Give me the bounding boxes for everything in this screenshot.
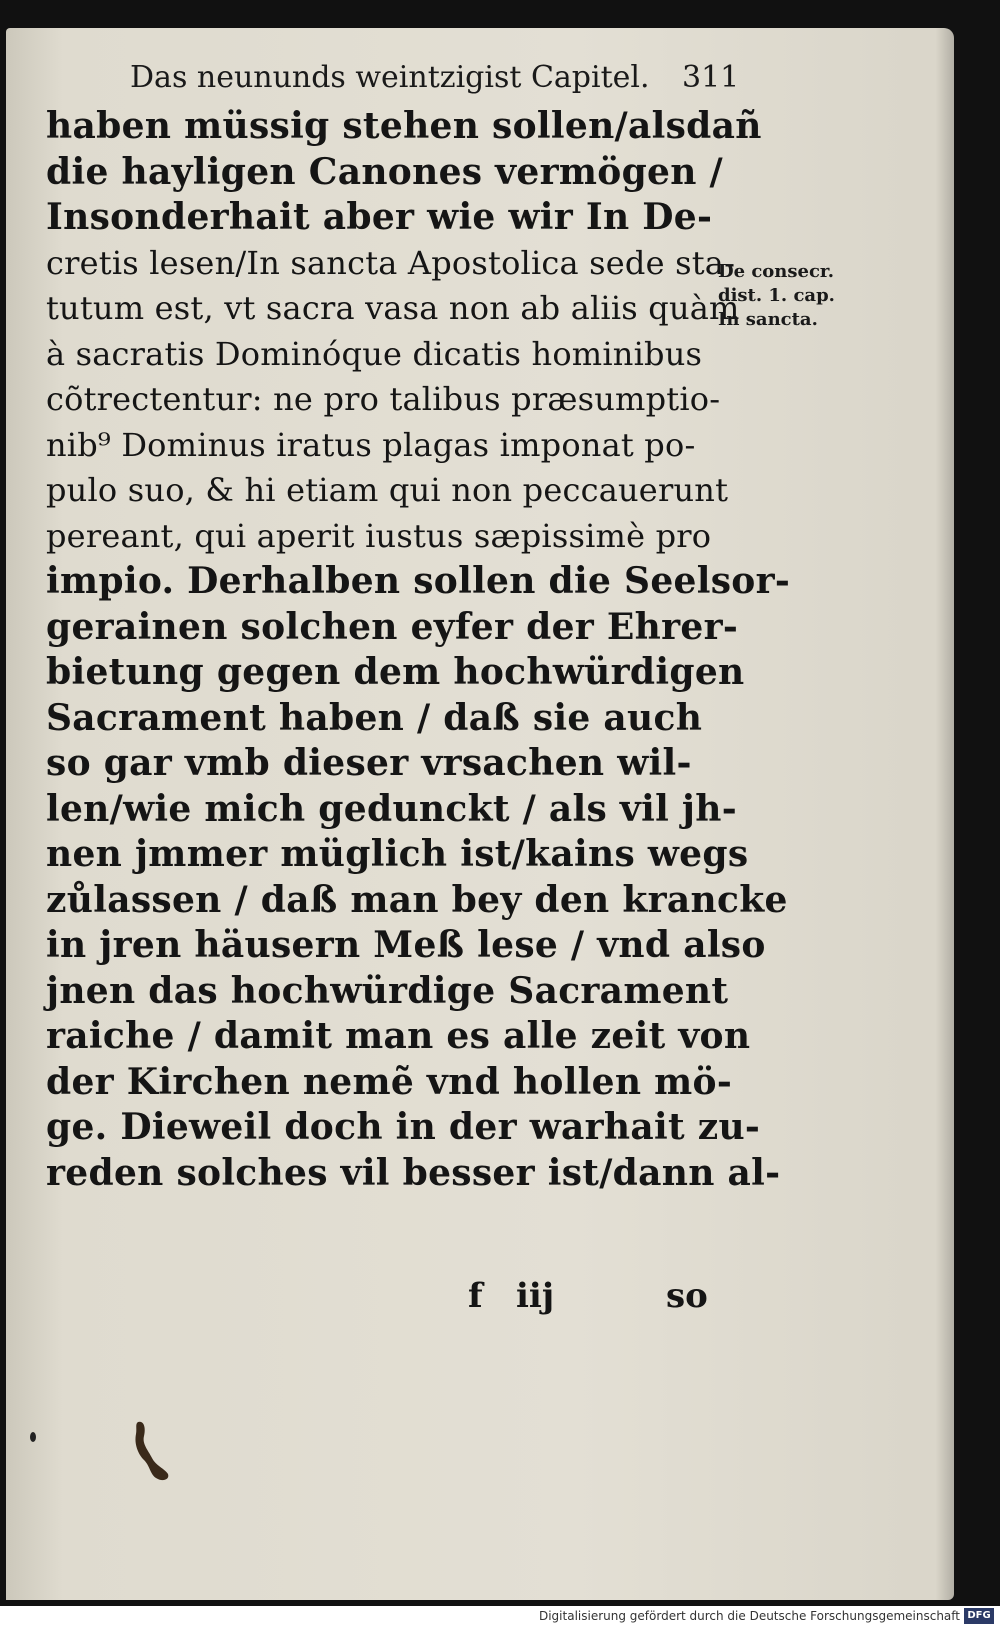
margin-note-line: De consecr. — [718, 261, 835, 282]
text-line: pereant, qui aperit iustus sæpissimè pro — [46, 516, 712, 555]
margin-note-line: dist. 1. cap. — [718, 285, 835, 306]
footer-bar — [0, 1606, 1000, 1628]
signature-line — [46, 1276, 726, 1326]
text-line: impio. Derhalben sollen die Seelsor- — [46, 560, 791, 602]
text-line: zůlassen / daß man bey den krancke — [46, 878, 788, 921]
text-line: haben müssig stehen sollen/alsdañ — [46, 105, 762, 147]
catchword: so — [666, 1276, 708, 1316]
running-title: Das neununds weintzigist Capitel. — [130, 60, 650, 95]
text-line: à sacratis Dominóque dicatis hominibus — [46, 334, 703, 373]
ink-stain — [130, 1418, 174, 1484]
text-line: Sacrament haben / daß sie auch — [46, 696, 703, 739]
text-line: Insonderhait aber wie wir In De- — [46, 196, 713, 238]
margin-note — [718, 260, 868, 332]
footer-credit: Digitalisierung gefördert durch die Deutsche Forschungsgemeinschaft — [538, 1609, 960, 1623]
signature-mark: f — [468, 1276, 483, 1316]
text-line: cretis lesen/In sancta Apostolica sede sta- — [46, 243, 736, 282]
text-line: len/wie mich gedunckt / als vil jh- — [46, 787, 737, 830]
signature-number: iij — [516, 1276, 555, 1316]
running-header — [130, 60, 740, 100]
margin-note-line: In sancta. — [718, 309, 818, 330]
text-line: pulo suo, & hi etiam qui non peccauerunt — [46, 471, 729, 509]
ink-dot — [30, 1432, 36, 1442]
text-line: tutum est, vt sacra vasa non ab aliis quàm — [46, 289, 740, 327]
text-line: cõtrectentur: ne pro talibus præsumptio- — [46, 380, 721, 418]
text-line: die hayligen Canones vermögen / — [46, 150, 724, 193]
text-line: bietung gegen dem hochwürdigen — [46, 651, 745, 693]
text-line: der Kirchen nemẽ vnd hollen mö- — [46, 1060, 733, 1103]
text-line: nib⁹ Dominus iratus plagas imponat po- — [46, 425, 696, 464]
text-line: in jren häusern Meß lese / vnd also — [46, 924, 766, 966]
text-line: ge. Dieweil doch in der warhait zu- — [46, 1106, 761, 1148]
text-line: reden solches vil besser ist/dann al- — [46, 1151, 781, 1194]
page-edge-shadow — [936, 28, 954, 1600]
text-line: nen jmmer müglich ist/kains wegs — [46, 833, 749, 875]
text-line: jnen das hochwürdige Sacrament — [46, 969, 729, 1012]
text-line: gerainen solchen eyfer der Ehrer- — [46, 605, 739, 648]
dfg-logo: DFG — [964, 1608, 994, 1624]
text-line: so gar vmb dieser vrsachen wil- — [46, 742, 692, 784]
text-line: raiche / damit man es alle zeit von — [46, 1015, 751, 1057]
folio-number: 311 — [682, 60, 740, 95]
